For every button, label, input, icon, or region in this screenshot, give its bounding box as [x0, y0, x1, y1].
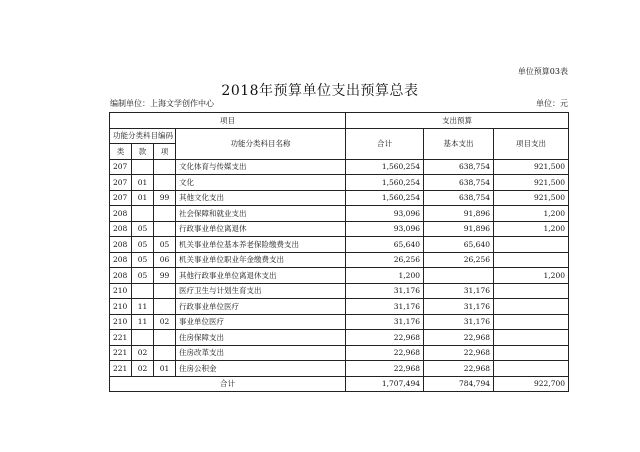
name-cell: 其他行政事业单位离退休支出	[176, 268, 346, 284]
table-row	[110, 330, 569, 346]
project-cell	[494, 252, 569, 268]
lei-cell: 210	[110, 314, 132, 330]
xiang-cell: 01	[154, 361, 176, 377]
total-cell: 22,968	[346, 345, 424, 361]
total-row-label: 合计	[110, 376, 346, 392]
lei-cell: 210	[110, 283, 132, 299]
grand-basic-cell: 784,794	[424, 376, 494, 392]
table-row	[110, 237, 569, 253]
total-cell: 26,256	[346, 252, 424, 268]
name-cell: 文化体育与传媒支出	[176, 159, 346, 175]
name-cell: 住房公积金	[176, 361, 346, 377]
grand-total-cell: 1,707,494	[346, 376, 424, 392]
lei-cell: 208	[110, 237, 132, 253]
project-cell	[494, 314, 569, 330]
total-cell: 93,096	[346, 206, 424, 222]
xiang-cell	[154, 206, 176, 222]
kuan-cell: 02	[132, 361, 154, 377]
table-body	[110, 159, 569, 392]
kuan-cell: 05	[132, 252, 154, 268]
kuan-cell: 01	[132, 190, 154, 206]
table-row	[110, 268, 569, 284]
kuan-cell: 05	[132, 237, 154, 253]
kuan-cell: 05	[132, 268, 154, 284]
kuan-cell	[132, 206, 154, 222]
page-title: 2018年预算单位支出预算总表	[221, 83, 419, 99]
basic-cell: 31,176	[424, 299, 494, 315]
kuan-cell: 05	[132, 221, 154, 237]
lei-cell: 208	[110, 221, 132, 237]
lei-cell: 208	[110, 206, 132, 222]
name-cell: 事业单位医疗	[176, 314, 346, 330]
table-row	[110, 345, 569, 361]
lei-cell: 207	[110, 190, 132, 206]
project-cell	[494, 345, 569, 361]
project-cell: 1,200	[494, 221, 569, 237]
lei-cell: 208	[110, 252, 132, 268]
xiang-cell	[154, 345, 176, 361]
header-row-1	[110, 113, 569, 129]
project-cell: 921,500	[494, 175, 569, 191]
kuan-cell: 01	[132, 175, 154, 191]
basic-cell: 22,968	[424, 330, 494, 346]
total-cell: 1,200	[346, 268, 424, 284]
project-header: 项目	[110, 113, 346, 129]
total-cell: 31,176	[346, 314, 424, 330]
name-cell: 医疗卫生与计划生育支出	[176, 283, 346, 299]
basic-cell	[424, 268, 494, 284]
budget-table	[109, 112, 569, 392]
table-row	[110, 190, 569, 206]
project-cell: 1,200	[494, 268, 569, 284]
xiang-cell	[154, 159, 176, 175]
basic-cell: 31,176	[424, 314, 494, 330]
table-row	[110, 283, 569, 299]
organization-label: 编制单位：上海文学创作中心	[110, 99, 214, 108]
total-cell: 22,968	[346, 361, 424, 377]
basic-cell: 638,754	[424, 159, 494, 175]
lei-cell: 210	[110, 299, 132, 315]
kuan-cell	[132, 330, 154, 346]
total-cell: 31,176	[346, 299, 424, 315]
total-cell: 22,968	[346, 330, 424, 346]
xiang-cell	[154, 330, 176, 346]
name-cell: 行政事业单位离退休	[176, 221, 346, 237]
name-cell: 机关事业单位职业年金缴费支出	[176, 252, 346, 268]
total-header: 合计	[346, 128, 424, 159]
lei-header: 类	[110, 144, 132, 160]
xiang-cell	[154, 221, 176, 237]
kuan-cell	[132, 159, 154, 175]
table-number-label: 单位预算03表	[517, 67, 568, 76]
total-cell: 1,560,254	[346, 175, 424, 191]
xiang-header: 项	[154, 144, 176, 160]
basic-cell: 26,256	[424, 252, 494, 268]
name-cell: 住房改革支出	[176, 345, 346, 361]
table-row	[110, 175, 569, 191]
basic-cell: 22,968	[424, 361, 494, 377]
lei-cell: 208	[110, 268, 132, 284]
total-cell: 93,096	[346, 221, 424, 237]
project-cell: 1,200	[494, 206, 569, 222]
xiang-cell: 06	[154, 252, 176, 268]
lei-cell: 207	[110, 175, 132, 191]
lei-cell: 221	[110, 330, 132, 346]
total-cell: 31,176	[346, 283, 424, 299]
table-row	[110, 299, 569, 315]
xiang-cell	[154, 299, 176, 315]
xiang-cell: 99	[154, 268, 176, 284]
basic-cell: 91,896	[424, 221, 494, 237]
total-cell: 65,640	[346, 237, 424, 253]
basic-cell: 638,754	[424, 190, 494, 206]
table-row	[110, 314, 569, 330]
expense-budget-header: 支出预算	[346, 113, 569, 129]
basic-cell: 22,968	[424, 345, 494, 361]
name-cell: 社会保障和就业支出	[176, 206, 346, 222]
header-row-2	[110, 128, 569, 144]
kuan-cell: 02	[132, 345, 154, 361]
kuan-header: 款	[132, 144, 154, 160]
lei-cell: 221	[110, 345, 132, 361]
xiang-cell: 02	[154, 314, 176, 330]
basic-cell: 65,640	[424, 237, 494, 253]
total-cell: 1,560,254	[346, 190, 424, 206]
xiang-cell	[154, 283, 176, 299]
project-cell: 921,500	[494, 159, 569, 175]
name-cell: 行政事业单位医疗	[176, 299, 346, 315]
kuan-cell	[132, 283, 154, 299]
name-cell: 机关事业单位基本养老保险缴费支出	[176, 237, 346, 253]
lei-cell: 221	[110, 361, 132, 377]
project-cell: 921,500	[494, 190, 569, 206]
total-row	[110, 376, 569, 392]
xiang-cell: 05	[154, 237, 176, 253]
grand-project-cell: 922,700	[494, 376, 569, 392]
project-cell	[494, 237, 569, 253]
xiang-cell: 99	[154, 190, 176, 206]
xiang-cell	[154, 175, 176, 191]
basic-cell: 91,896	[424, 206, 494, 222]
project-expense-header: 项目支出	[494, 128, 569, 159]
basic-cell: 31,176	[424, 283, 494, 299]
name-cell: 其他文化支出	[176, 190, 346, 206]
currency-unit-label: 单位：元	[536, 99, 568, 108]
table-row	[110, 252, 569, 268]
table-row	[110, 206, 569, 222]
project-cell	[494, 283, 569, 299]
kuan-cell: 11	[132, 299, 154, 315]
basic-cell: 638,754	[424, 175, 494, 191]
project-cell	[494, 299, 569, 315]
project-cell	[494, 330, 569, 346]
name-cell: 住房保障支出	[176, 330, 346, 346]
total-cell: 1,560,254	[346, 159, 424, 175]
table-row	[110, 159, 569, 175]
lei-cell: 207	[110, 159, 132, 175]
kuan-cell: 11	[132, 314, 154, 330]
name-cell: 文化	[176, 175, 346, 191]
table-row	[110, 221, 569, 237]
code-group-header: 功能分类科目编码	[110, 128, 176, 144]
basic-header: 基本支出	[424, 128, 494, 159]
table-row	[110, 361, 569, 377]
name-header: 功能分类科目名称	[176, 128, 346, 159]
project-cell	[494, 361, 569, 377]
